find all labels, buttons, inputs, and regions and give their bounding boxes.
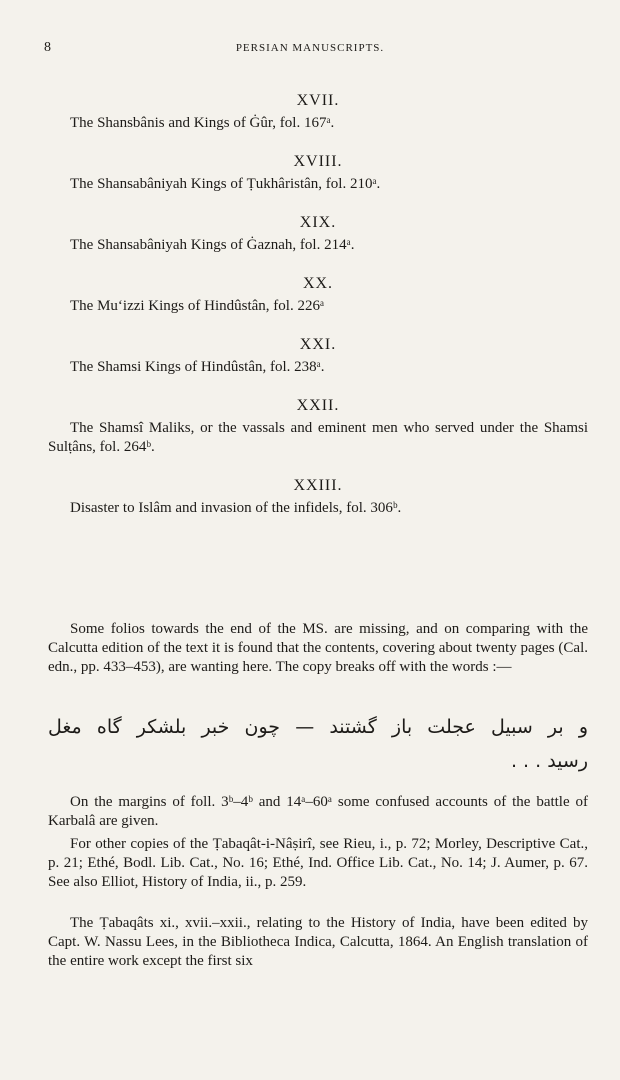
section-19 <box>48 214 588 255</box>
section-numeral: XXII. <box>296 397 340 414</box>
page-header <box>44 40 576 60</box>
persian-quotation-line-1: و بر سبیل عجلت باز گشتند — چون خبر بلشکر گاه مغل <box>48 716 588 738</box>
section-numeral: XXIII. <box>293 477 343 494</box>
section-title: The Shansbânis and Kings of Ġûr, fol. 167ᵃ. <box>70 115 335 131</box>
persian-quotation-line-2: رسید . . . <box>510 750 588 772</box>
paragraph-editions: The Ṭabaqâts xi., xvii.–xxii., relating to the History of India, have been edited by Capt. W. Nassu Lees, in the Bibliotheca Indica, Calcutta, 1864. An English translation of the entire work except the first six <box>48 915 588 969</box>
section-numeral: XX. <box>302 275 334 292</box>
running-title: PERSIAN MANUSCRIPTS. <box>235 42 385 54</box>
section-title: The Shansabâniyah Kings of Ġaznah, fol. 214ᵃ. <box>70 237 355 253</box>
section-numeral: XXI. <box>299 336 337 353</box>
section-22 <box>48 397 588 457</box>
section-numeral: XIX. <box>299 214 337 231</box>
paragraph-margins: On the margins of foll. 3ᵇ–4ᵇ and 14ᵃ–60ᵃ some confused accounts of the battle of Karbalâ are given. <box>48 794 588 829</box>
section-17 <box>48 92 588 133</box>
section-title: The Mu‘izzi Kings of Hindûstân, fol. 226ᵃ <box>70 298 325 314</box>
section-title: The Shansabâniyah Kings of Ṭukhâristân, fol. 210ᵃ. <box>70 176 381 192</box>
section-list <box>48 92 588 538</box>
section-numeral: XVIII. <box>293 153 343 170</box>
section-23 <box>48 477 588 518</box>
section-20 <box>48 275 588 316</box>
section-title: The Shamsî Maliks, or the vassals and eminent men who served under the Shamsi Sulṭâns, fol. 264ᵇ. <box>48 420 588 455</box>
section-numeral: XVII. <box>296 92 340 109</box>
section-title: The Shamsi Kings of Hindûstân, fol. 238ᵃ. <box>70 359 325 375</box>
section-title: Disaster to Islâm and invasion of the infidels, fol. 306ᵇ. <box>70 500 402 516</box>
paragraph-other-copies: For other copies of the Ṭabaqât-i-Nâṣirî, see Rieu, i., p. 72; Morley, Descriptive Cat., p. 21; Ethé, Bodl. Lib. Cat., No. 16; Ethé, Ind. Office Lib. Cat., No. 14; J. Aumer, p. 67. See also Elliot, History of India, ii., p. 259. <box>48 836 588 890</box>
section-21 <box>48 336 588 377</box>
paragraph-missing-folios: Some folios towards the end of the MS. are missing, and on comparing with the Calcutta edition of the text it is found that the contents, covering about twenty pages (Cal. edn., pp. 433–453), are wanting here. The copy breaks off with the words :— <box>48 621 588 675</box>
section-18 <box>48 153 588 194</box>
page-number: 8 <box>44 40 51 55</box>
persian-quotation <box>48 710 588 778</box>
